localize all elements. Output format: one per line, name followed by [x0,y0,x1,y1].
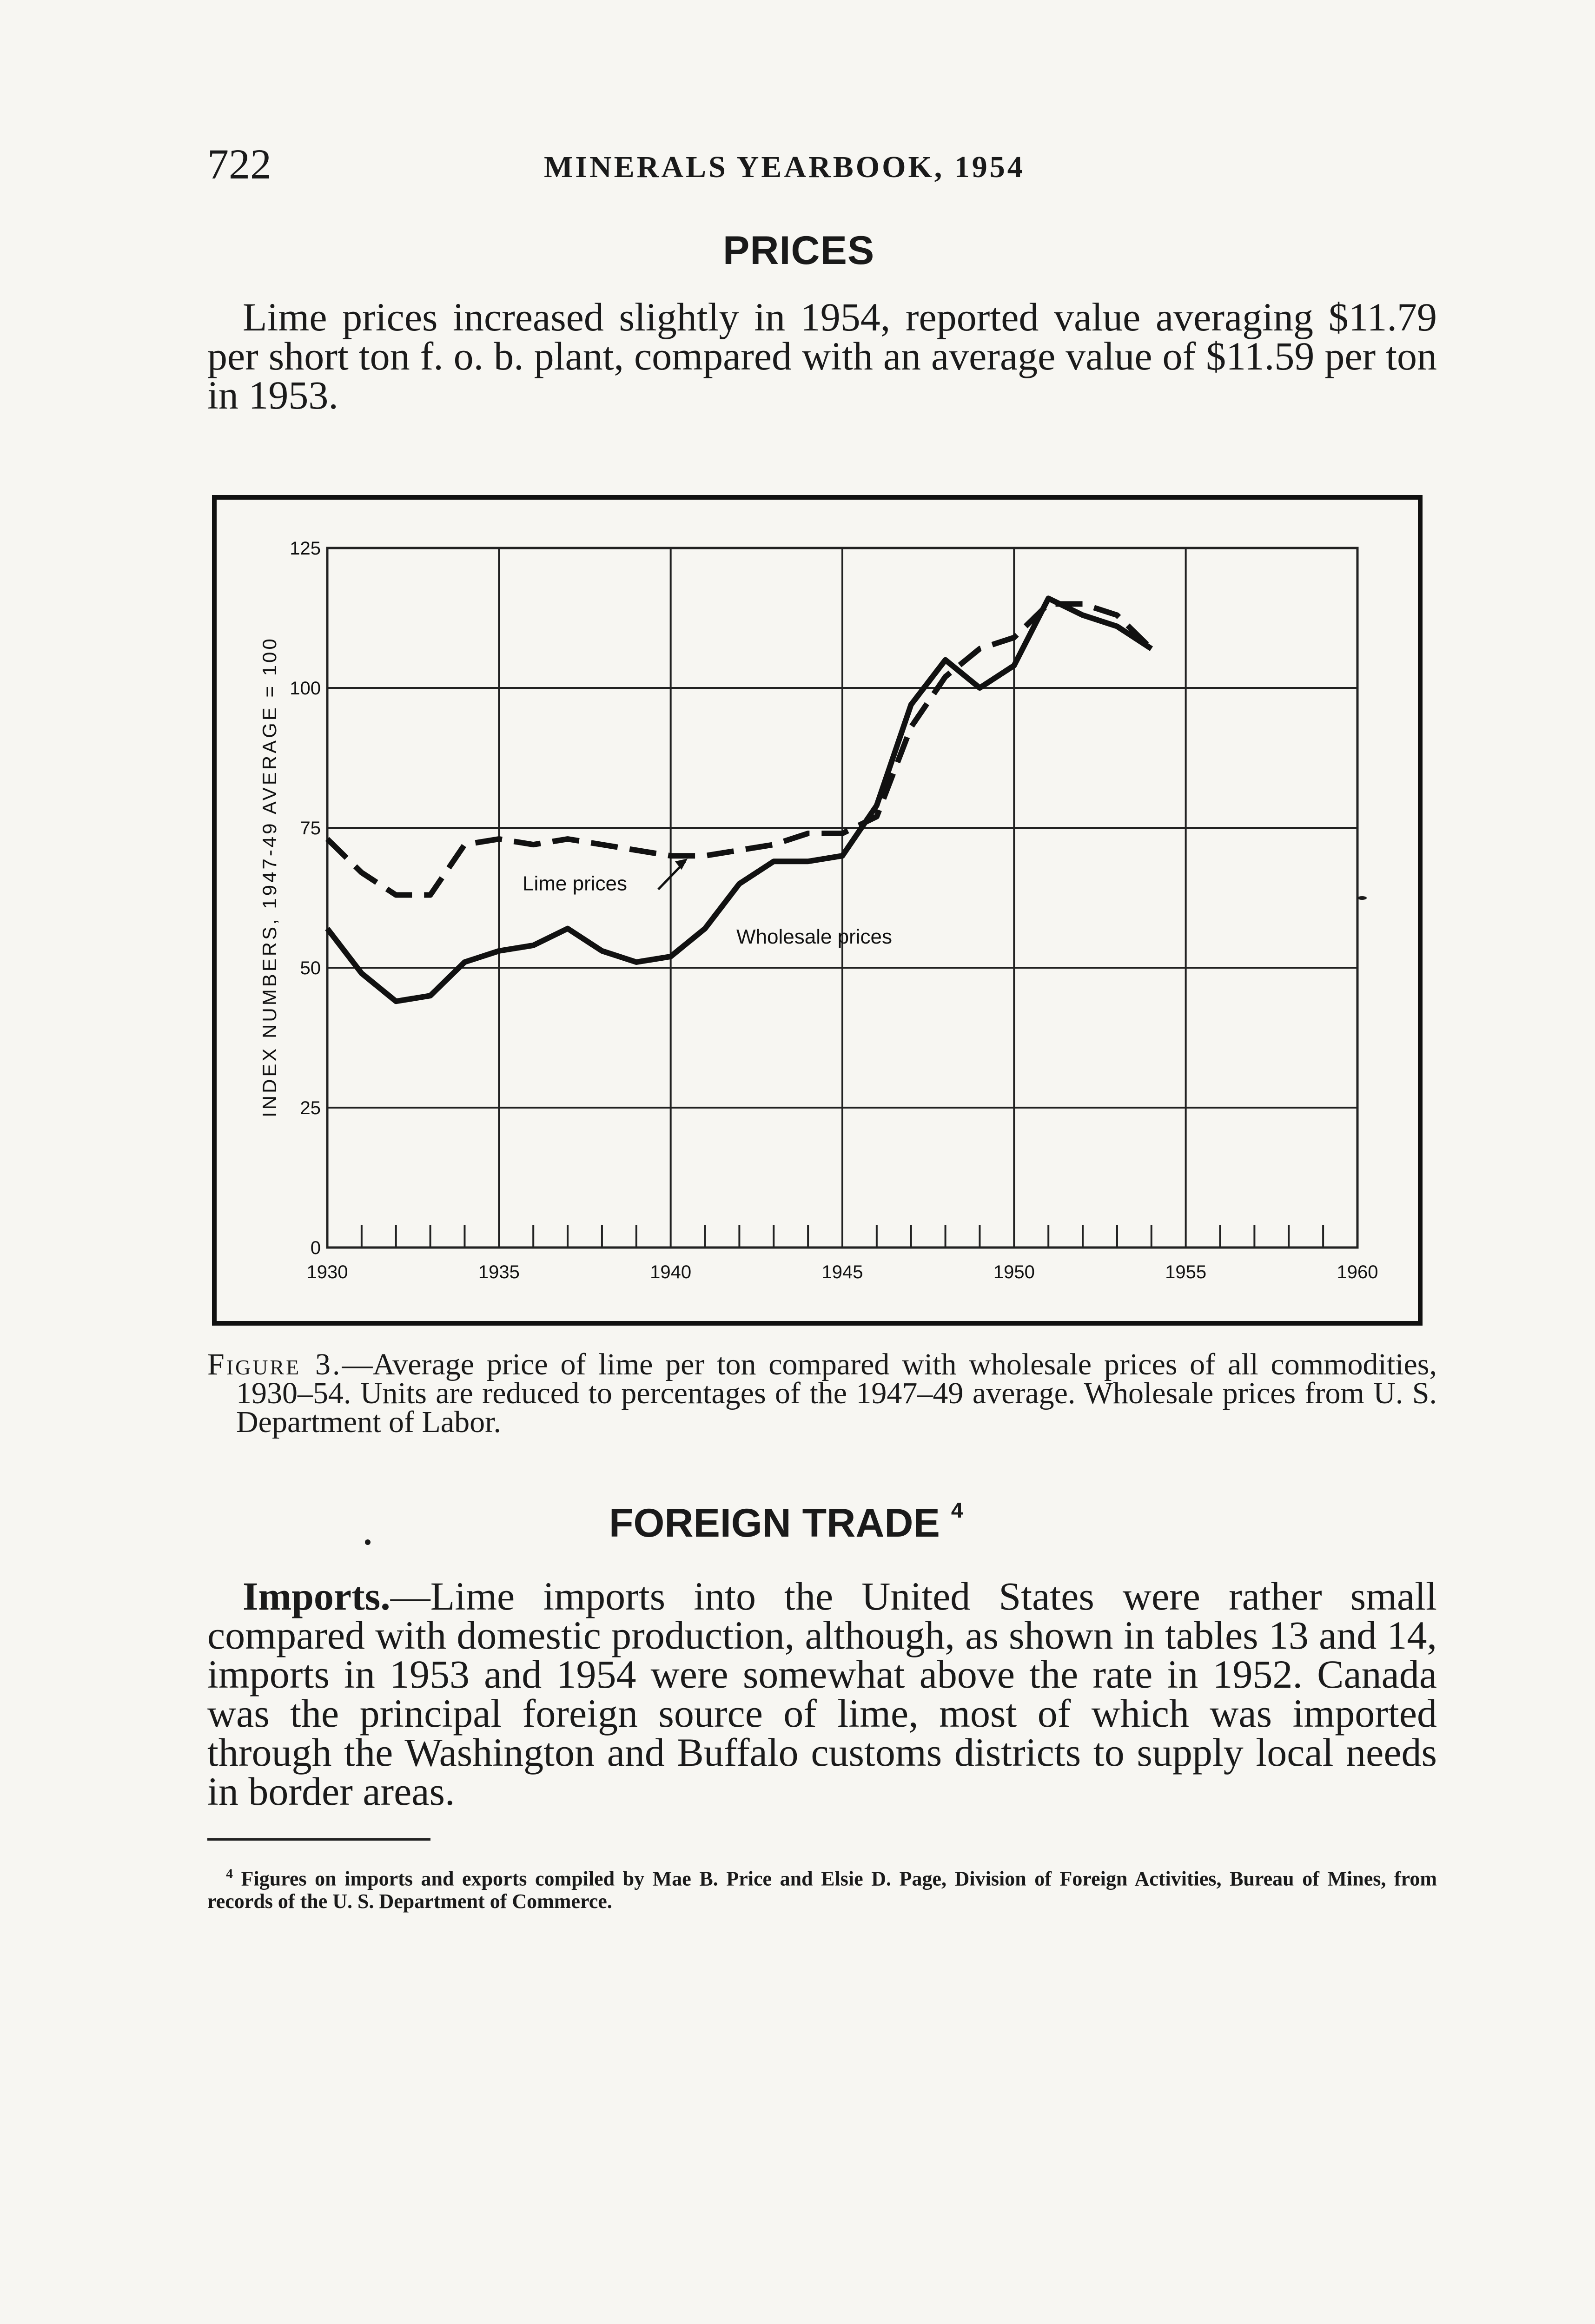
y-tick-label: 50 [300,958,321,978]
foreign-trade-heading-text: FOREIGN TRADE [609,1501,940,1545]
footnote-text: Figures on imports and exports compiled by Mae B. Price and Elsie D. Page, Division of Foreign Activities, Bureau of Mines, from records of the U. S. Department of Commerce. [207,1867,1437,1913]
y-tick-label: 0 [310,1238,321,1258]
prices-paragraph: Lime prices increased slightly in 1954, reported value averaging $11.79 per short ton f. o. b. plant, compared with an average value of $11.59 per ton in 1953. [207,295,1437,417]
print-speck [365,1539,371,1545]
footnote-marker: 4 [226,1866,233,1882]
section-heading-prices: PRICES [723,228,875,273]
y-tick-label: 125 [290,538,321,559]
y-tick-label: 75 [300,818,321,838]
running-head: MINERALS YEARBOOK, 1954 [544,150,1025,184]
x-tick-label: 1940 [650,1262,692,1282]
x-tick-label: 1945 [821,1262,863,1282]
imports-lead: Imports. [243,1574,390,1618]
page-number: 722 [207,140,271,188]
figure-caption [207,1347,1437,1439]
print-speck [1357,896,1367,900]
chart-labels [258,538,1378,1282]
footnote-divider [207,1838,430,1841]
figure-caption-text: —Average price of lime per ton compared with wholesale prices of all commodities, 1930–54. Units are reduced to percentages of the 1947–49 average. Wholesale prices from U. S. Department of Labor. [236,1347,1437,1439]
lime-prices-annotation: Lime prices [523,872,627,895]
wholesale-prices-annotation: Wholesale prices [736,925,893,948]
x-tick-label: 1960 [1337,1262,1378,1282]
x-tick-label: 1930 [306,1262,348,1282]
footnote-reference: 4 [951,1498,963,1522]
chart-grid [327,548,1357,1248]
x-tick-label: 1935 [478,1262,520,1282]
y-tick-label: 100 [290,678,321,699]
x-tick-label: 1950 [993,1262,1035,1282]
line-chart [217,500,1418,1321]
y-tick-label: 25 [300,1098,321,1118]
lime-prices-line [327,604,1152,895]
footnote [207,1863,1437,1913]
x-tick-label: 1955 [1165,1262,1207,1282]
imports-text: —Lime imports into the United States were rather small compared with domestic production, although, as shown in tables 13 and 14, imports in 1953 and 1954 were somewhat above the rate in 1952. Canada was the principal foreign source of lime, most of which was imported through the Washington and Buffalo customs districts to supply local needs in border areas. [207,1574,1437,1814]
y-axis-title: INDEX NUMBERS, 1947-49 AVERAGE = 100 [258,636,280,1117]
figure-caption-label: Figure 3. [207,1347,342,1381]
annotation-arrowhead [675,858,688,870]
imports-paragraph [207,1574,1437,1814]
section-heading-foreign-trade [609,1500,963,1546]
